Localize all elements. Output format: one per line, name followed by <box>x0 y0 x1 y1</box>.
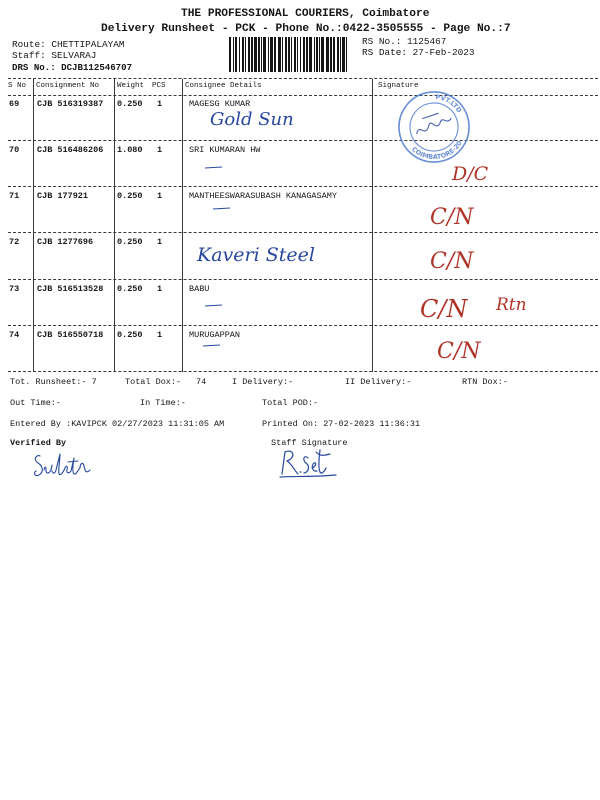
handwritten-signature-note: C/N <box>430 249 474 274</box>
barcode-bar <box>268 37 269 72</box>
barcode-bar <box>337 37 339 72</box>
verified-by-label: Verified By <box>10 438 67 448</box>
barcode-bar <box>291 37 292 72</box>
consignee-name: MURUGAPPAN <box>189 330 241 340</box>
barcode-bar <box>235 37 237 72</box>
barcode-bar <box>340 37 341 72</box>
handwritten-dash-mark <box>203 345 220 347</box>
barcode-bar <box>242 37 244 72</box>
barcode-bar <box>274 37 276 72</box>
barcode-bar <box>288 37 290 72</box>
handwritten-consignee-note: Kaveri Steel <box>197 244 315 266</box>
signature-stroke <box>280 450 336 477</box>
consignment-number: CJB 516486206 <box>37 145 104 155</box>
barcode-bar <box>285 37 287 72</box>
stamp-top-text: PVT.LTD <box>435 92 464 115</box>
column-header-pcs: PCS <box>152 82 166 90</box>
barcode <box>228 37 350 72</box>
table-row <box>8 326 598 372</box>
drs-number: DRS No.: DCJB112546707 <box>12 62 133 73</box>
weight-value: 0.250 <box>117 330 143 340</box>
weight-value: 0.250 <box>117 191 143 201</box>
total-runsheet-value: 7 <box>91 377 97 387</box>
column-header-weight: Weight <box>117 82 145 90</box>
barcode-bar <box>309 37 312 72</box>
barcode-bar <box>319 37 320 72</box>
rs-number: RS No.: 1125467 <box>362 36 447 47</box>
barcode-bar <box>229 37 231 72</box>
handwritten-dash-mark <box>213 208 230 210</box>
pieces-count: 1 <box>157 330 163 340</box>
stamp-signature-scribble <box>414 112 452 134</box>
table-row <box>8 233 598 280</box>
serial-number: 72 <box>9 237 20 247</box>
barcode-bar <box>261 37 262 72</box>
serial-number: 73 <box>9 284 20 294</box>
company-title: THE PROFESSIONAL COURIERS, Coimbatore <box>181 8 430 20</box>
staff-signature <box>276 444 340 480</box>
column-header-consignment: Consignment No <box>36 82 100 90</box>
consignee-name: BABU <box>189 284 210 294</box>
serial-number: 71 <box>9 191 20 201</box>
table-row <box>8 141 598 187</box>
barcode-bar <box>245 37 246 72</box>
handwritten-dash-mark <box>205 167 222 169</box>
staff-signature-label: Staff Signature <box>271 438 348 448</box>
barcode-bar <box>314 37 315 72</box>
consignee-name: SRI KUMARAN HW <box>189 145 261 155</box>
handwritten-signature-note: C/N <box>437 339 481 364</box>
consignment-number: CJB 1277696 <box>37 237 94 247</box>
barcode-bar <box>342 37 345 72</box>
barcode-bar <box>248 37 250 72</box>
handwritten-signature-note: D/C <box>452 163 489 185</box>
company-stamp <box>389 82 479 172</box>
pieces-count: 1 <box>157 284 163 294</box>
barcode-bar <box>278 37 281 72</box>
verifier-signature <box>30 446 94 480</box>
weight-value: 1.080 <box>117 145 143 155</box>
barcode-bar <box>306 37 308 72</box>
barcode-bar <box>251 37 253 72</box>
barcode-bar <box>270 37 273 72</box>
total-runsheet <box>10 378 97 387</box>
pieces-count: 1 <box>157 237 163 247</box>
column-header-signature: Signature <box>378 82 419 90</box>
weight-value: 0.250 <box>117 237 143 247</box>
weight-value: 0.250 <box>117 99 143 109</box>
barcode-bar <box>346 37 347 72</box>
barcode-bar <box>300 37 301 72</box>
barcode-bar <box>282 37 283 72</box>
table-row <box>8 96 598 141</box>
consignment-number: CJB 516319387 <box>37 99 104 109</box>
serial-number: 74 <box>9 330 20 340</box>
table-row <box>8 187 598 233</box>
total-pod-label: Total POD:- <box>262 398 319 408</box>
barcode-bar <box>254 37 257 72</box>
consignee-name: MAGESG KUMAR <box>189 99 251 109</box>
total-dox-value: 74 <box>196 377 207 387</box>
runsheet-title: Delivery Runsheet - PCK - Phone No.:0422-3505555 - Page No.:7 <box>101 23 511 35</box>
barcode-bar <box>258 37 260 72</box>
column-header-consignee: Consignee Details <box>185 82 262 90</box>
consignment-number: CJB 516513528 <box>37 284 104 294</box>
barcode-bar <box>326 37 329 72</box>
second-delivery-label: II Delivery:- <box>345 377 412 387</box>
barcode-bar <box>297 37 298 72</box>
barcode-bar <box>233 37 234 72</box>
printed-on: Printed On: 27-02-2023 11:36:31 <box>262 419 421 429</box>
barcode-bar <box>263 37 266 72</box>
total-dox-label: Total Dox:- <box>125 377 182 387</box>
consignee-name: MANTHEESWARASUBASH KANAGASAMY <box>189 191 337 201</box>
barcode-bar <box>303 37 305 72</box>
handwritten-consignee-note: Gold Sun <box>210 109 294 130</box>
barcode-bar <box>239 37 240 72</box>
barcode-bar <box>330 37 332 72</box>
weight-value: 0.250 <box>117 284 143 294</box>
total-runsheet-label: Tot. Runsheet:- <box>10 377 87 387</box>
serial-number: 70 <box>9 145 20 155</box>
in-time-label: In Time:- <box>140 398 186 408</box>
entered-by: Entered By :KAVIPCK 02/27/2023 11:31:05 AM <box>10 419 225 429</box>
stamp-bottom-text: COIMBATORE-20 <box>410 139 464 162</box>
pieces-count: 1 <box>157 99 163 109</box>
column-header-sno: S No <box>8 82 27 90</box>
route-info: Route: CHETTIPALAYAM <box>12 39 125 50</box>
consignment-number: CJB 516550718 <box>37 330 104 340</box>
barcode-bar <box>333 37 335 72</box>
handwritten-signature-note: C/N <box>430 205 474 230</box>
table-row <box>8 280 598 326</box>
rtn-dox-label: RTN Dox:- <box>462 377 508 387</box>
signature-stroke <box>35 454 90 476</box>
handwritten-dash-mark <box>205 305 222 307</box>
barcode-bar <box>316 37 318 72</box>
consignment-number: CJB 177921 <box>37 191 89 201</box>
out-time-label: Out Time:- <box>10 398 62 408</box>
barcode-bar <box>321 37 324 72</box>
rs-date: RS Date: 27-Feb-2023 <box>362 47 475 58</box>
staff-info: Staff: SELVARAJ <box>12 50 97 61</box>
first-delivery-label: I Delivery:- <box>232 377 294 387</box>
serial-number: 69 <box>9 99 20 109</box>
barcode-bar <box>294 37 296 72</box>
handwritten-signature-note: C/N <box>420 295 468 323</box>
table-top-rule <box>8 78 598 79</box>
handwritten-return-note: Rtn <box>496 295 527 315</box>
pieces-count: 1 <box>157 145 163 155</box>
pieces-count: 1 <box>157 191 163 201</box>
